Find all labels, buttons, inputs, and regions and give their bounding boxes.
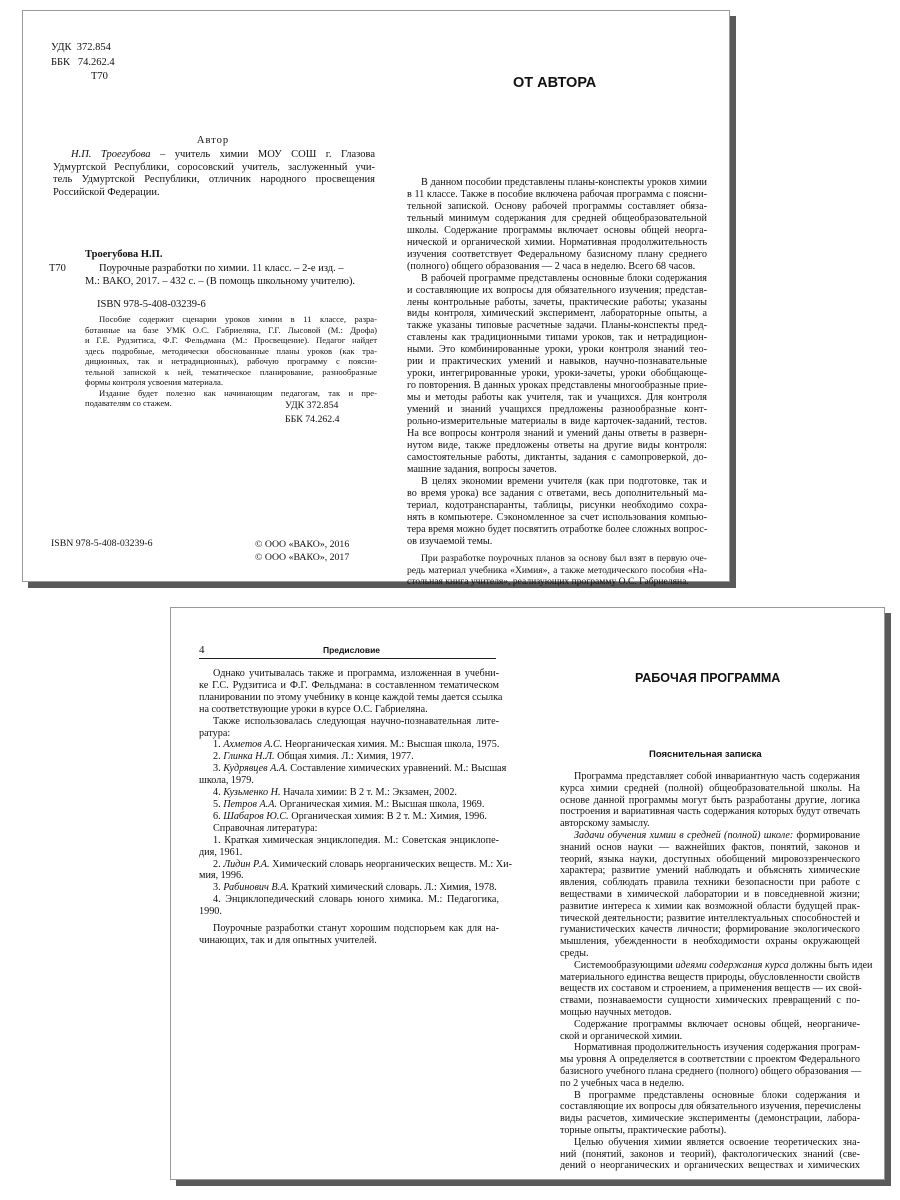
list-item: 1. Ахметов А.С. Неорганическая химия. М.: Высшая школа, 1975. bbox=[213, 739, 500, 751]
author-name: Н.П. Троегубова bbox=[71, 149, 151, 160]
isbn: ISBN 978-5-408-03239-6 bbox=[97, 299, 206, 310]
list-item: 3. Рабинович В.А. Краткий химический словарь. Л.: Химия, 1978. bbox=[213, 882, 497, 894]
library-codes bbox=[51, 41, 115, 85]
bibliographic-author: Троегубова Н.П. bbox=[85, 249, 163, 260]
list-item: 5. Петров А.А. Органическая химия. М.: Высшая школа, 1969. bbox=[213, 798, 485, 810]
author-bio: Н.П. Троегубова – учитель химии МОУ СОШ г. Глазова Удмуртской Республики, соросовский учитель, заслуженный учи- тель Удмуртской Республики, отличник народного просвещения Российской Федерации. bbox=[53, 149, 375, 198]
bbk-code-2: ББК 74.262.4 bbox=[285, 414, 340, 425]
list-item: 4. Кузьменко Н. Начала химии: В 2 т. М.: Экзамен, 2002. bbox=[213, 787, 457, 799]
work-program-title: РАБОЧАЯ ПРОГРАММА bbox=[635, 671, 781, 685]
top-book-spread bbox=[22, 10, 730, 588]
author-heading: Автор bbox=[196, 135, 230, 146]
list-item: 3. Кудрявцев А.А. Составление химических уравнений. М.: Высшая bbox=[213, 763, 507, 775]
udk-code: УДК 372.854 bbox=[51, 42, 111, 53]
from-author-text: В данном пособии представлены планы-конспекты уроков химии в 11 классе. Также в пособие включена рабочая программа с поясни- тельной запиской. Основу рабочей программы составляет обяза- тельный минимум содержания для средней общеобразовательной школы. Содержание программы включает основы общей неорга- нической и органической химии. Нормативная продолжительность изучения соответствует Федеральному базисному плану среднего (полного) общего образования — 2 часа в неделю. Всего 68 часов. В рабочей программе представлены основные блоки содержания и составляющие их вопросы для обязательного изучения; представ- лены контрольные работы, зачеты, практические работы; указаны виды контроля, химический эксперимент, лабораторные опыты, а также указаны типовые расчетные задачи. Планы-конспекты пред- ставлены как традиционными типами уроков, так и нетрадицион- ными. Это комбинированные уроки, уроки контроля знаний тео- рии и практических умений и навыков, научно-познавательные уроки, интегрированные уроки, уроки-зачеты, уроки обобщающе- го повторения. В данных уроках представлены многообразные прие- мы и методы работы как учителя, так и учащихся. Для контроля умений и знаний учащихся предложены разнообразные конт- рольно-измерительные материалы в виде карточек-заданий, тестов. На все вопросы контроля знаний и умений даны ответы в разверн- нутом виде, также предложены ответы на другие виды контроля: самостоятельные работы, диктанты, задания с самопроверкой, до- машние задания, вопросы зачетов. В целях экономии времени учителя (как при подготовке, так и во время урока) все задания с ответами, весь дополнительный ма- териал, кодотранспаранты, таблицы, рисунки необходимо сохра- нять в компьютере. Сэкономленное за счет использования компью- тера время можно будет посвятить отработке более сложных вопрос- ов изучаемой темы. При разработке поурочных планов за основу был взят в первую оче- редь материал учебника «Химия», а также методического пособия «На- стольная книга учителя», реализующих программу О.С. Габриеляна. bbox=[407, 177, 708, 588]
page-number: 4 bbox=[199, 644, 205, 656]
header-rule bbox=[199, 658, 496, 659]
copyright: © ООО «ВАКО», 2016 © ООО «ВАКО», 2017 bbox=[255, 539, 350, 563]
explanatory-note-heading: Пояснительная записка bbox=[649, 749, 762, 760]
preface-text: Однако учитывалась также и программа, изложенная в учебни- ке Г.С. Рудзитиса и Ф.Г. Фельдмана: в составленном тематическом планировании по этому учебнику в конце каждой темы дается ссылка на соответствующие уроки в курсе О.С. Габриеляна. Также использовалась следующая научно-познавательная лите- ратура: 1. Ахметов А.С. Неорганическая химия. М.: Высшая школа, 1975. 2. Глинка Н.Л. Общая химия. Л.: Химия, 1977. 3. Кудрявцев А.А. Составление химических уравнений. М.: Высшая школа, 1979. 4. Кузьменко Н. Начала химии: В 2 т. М.: Экзамен, 2002. 5. Петров А.А. Органическая химия. М.: Высшая школа, 1969. 6. Шабаров Ю.С. Органическая химия: В 2 т. М.: Химия, 1996. Справочная литература: 1. Краткая химическая энциклопедия. М.: Советская энциклопе- дия, 1961. 2. Лидин Р.А. Химический словарь неорганических веществ. М.: Хи- мия, 1996. 3. Рабинович В.А. Краткий химический словарь. Л.: Химия, 1978. 4. Энциклопедический словарь юного химика. М.: Педагогика, 1990. Поурочные разработки станут хорошим подспорьем как для на- чинающих, так и для опытных учителей. bbox=[199, 668, 513, 946]
library-codes-bottom bbox=[285, 399, 340, 427]
isbn-bottom: ISBN 978-5-408-03239-6 bbox=[51, 538, 153, 549]
author-mark: Т70 bbox=[91, 71, 108, 82]
bottom-book-spread bbox=[170, 607, 885, 1180]
list-item: 6. Шабаров Ю.С. Органическая химия: В 2 т. М.: Химия, 1996. bbox=[213, 810, 487, 822]
bbk-code: ББК 74.262.4 bbox=[51, 56, 115, 68]
from-author-title: ОТ АВТОРА bbox=[513, 75, 597, 91]
list-item: 2. Лидин Р.А. Химический словарь неорганических веществ. М.: Хи- bbox=[213, 858, 513, 870]
bibliographic-record: Поурочные разработки по химии. 11 класс. – 2-е изд. – М.: ВАКО, 2017. – 432 с. – (В помощь школьному учителю). bbox=[85, 263, 356, 287]
annotation: Пособие содержит сценарии уроков химии в 11 классе, разра- ботанные на базе УМК О.С. Габриеляна, Г.Г. Лысовой (М.: Дрофа) и Г.Е. Рудзитиса, Ф.Г. Фельдмана (М.: Просвещение). Педагог найдет здесь подробные, методически обоснованные планы уроков (как тра- диционных, так и нетрадиционных), рабочую программу с поясни- тельной запиской к ней, тематическое планирование, разнообразные формы контроля усвоения материала. Издание будет полезно как начинающим педагогам, так и пре- подавателям со стажем. bbox=[85, 314, 377, 408]
running-head: Предисловие bbox=[323, 645, 381, 655]
bibliographic-mark: Т70 bbox=[49, 263, 66, 274]
udk-code-2: УДК 372.854 bbox=[285, 400, 339, 411]
work-program-text: Программа представляет собой инвариантную часть содержания курса химии средней (полной) общеобразовательной школы. На основе данной программы могут быть разработаны другие, логика построения и вариативная часть содержания которых будут отвечать авторскому замыслу. Задачи обучения химии в средней (полной) школе: формирование знаний основ науки — важнейших фактов, понятий, законов и теорий, языка науки, доступных обобщений мировоззренческого характера; развитие умений наблюдать и объяснять химические явления, соблюдать правила техники безопасности при работе с веществами в химической лаборатории и в повседневной жизни; развитие интереса к химии как возможной области будущей прак- тической деятельности; развитие интеллектуальных способностей и гуманистических качеств личности; формирование экологического мышления, убежденности в необходимости охраны окружающей среды. Системообразующими идеями содержания курса должны быть идеи материального единства веществ природы, обусловленности свойств веществ их составом и строением, а применения веществ — их свой- ствами, познаваемости сущности химических превращений с по- мощью научных методов. Содержание программы включает основы общей, неорганиче- ской и органической химии. Нормативная продолжительность изучения содержания програм- мы уровня А определяется в соответствии с проектом Федерального базисного учебного плана среднего (полного) общего образования — по 2 учебных часа в неделю. В программе представлены основные блоки содержания и составляющие их вопросы для обязательного изучения, перечислены виды расчетов, химические эксперименты (демонстрации, лабора- торные опыты, практические работы). Целью обучения химии является освоение теоретических зна- ний (понятий, законов и теорий), фактологических знаний (све- дений о неорганических и органических веществах и химических bbox=[560, 771, 873, 1172]
list-item: 2. Глинка Н.Л. Общая химия. Л.: Химия, 1977. bbox=[213, 751, 414, 763]
